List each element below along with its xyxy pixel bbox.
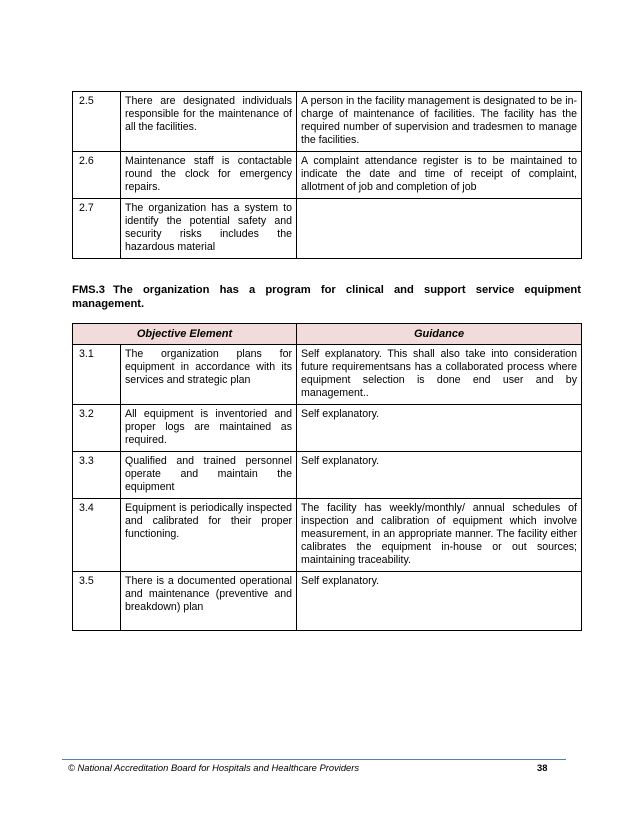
row-number: 2.7 bbox=[73, 199, 121, 259]
guidance-cell: A person in the facility management is designated to be in-charge of maintenance of facilities. The facility has the required number of supervision and tradesmen to manage the facilities. bbox=[297, 92, 582, 152]
table-row bbox=[73, 452, 582, 499]
objective-element-cell: The organization has a system to identify the potential safety and security risks includes the hazardous material bbox=[121, 199, 297, 259]
row-number: 2.6 bbox=[73, 152, 121, 199]
standards-table-fms2 bbox=[72, 91, 582, 259]
guidance-cell bbox=[297, 199, 582, 259]
objective-element-cell: Equipment is periodically inspected and calibrated for their proper functioning. bbox=[121, 499, 297, 572]
table-row bbox=[73, 499, 582, 572]
table-row bbox=[73, 92, 582, 152]
table-row bbox=[73, 572, 582, 631]
guidance-header: Guidance bbox=[297, 324, 582, 345]
guidance-cell: Self explanatory. This shall also take into consideration future requirementsans has a collaborated process where equipment selection is done end user and by management.. bbox=[297, 345, 582, 405]
row-number: 2.5 bbox=[73, 92, 121, 152]
table-header-row bbox=[73, 324, 582, 345]
section-heading bbox=[72, 283, 581, 311]
standards-table-fms3 bbox=[72, 323, 582, 631]
footer-divider bbox=[62, 759, 566, 760]
objective-element-cell: Maintenance staff is contactable round the clock for emergency repairs. bbox=[121, 152, 297, 199]
table-row bbox=[73, 199, 582, 259]
guidance-cell: Self explanatory. bbox=[297, 572, 582, 631]
row-number: 3.1 bbox=[73, 345, 121, 405]
objective-element-cell: There are designated individuals responsible for the maintenance of all the facilities. bbox=[121, 92, 297, 152]
objective-element-cell: The organization plans for equipment in accordance with its services and strategic plan bbox=[121, 345, 297, 405]
guidance-cell: A complaint attendance register is to be maintained to indicate the date and time of receipt of complaint, allotment of job and completion of job bbox=[297, 152, 582, 199]
guidance-cell: Self explanatory. bbox=[297, 405, 582, 452]
table-row bbox=[73, 405, 582, 452]
objective-element-cell: There is a documented operational and maintenance (preventive and breakdown) plan bbox=[121, 572, 297, 631]
table-row bbox=[73, 345, 582, 405]
row-number: 3.2 bbox=[73, 405, 121, 452]
objective-element-cell: Qualified and trained personnel operate and maintain the equipment bbox=[121, 452, 297, 499]
table-row bbox=[73, 152, 582, 199]
section-title: The organization has a program for clinical and support service equipment management. bbox=[72, 284, 581, 310]
objective-element-header: Objective Element bbox=[73, 324, 297, 345]
guidance-cell: Self explanatory. bbox=[297, 452, 582, 499]
objective-element-cell: All equipment is inventoried and proper logs are maintained as required. bbox=[121, 405, 297, 452]
footer-copyright: © National Accreditation Board for Hospitals and Healthcare Providers bbox=[68, 762, 360, 773]
page-number: 38 bbox=[537, 762, 548, 773]
row-number: 3.3 bbox=[73, 452, 121, 499]
guidance-cell: The facility has weekly/monthly/ annual schedules of inspection and calibration of equipment which involve measurement, in an appropriate manner. The facility either calibrates the equipment in-house or out sources; maintaining traceability. bbox=[297, 499, 582, 572]
row-number: 3.5 bbox=[73, 572, 121, 631]
row-number: 3.4 bbox=[73, 499, 121, 572]
section-code: FMS.3 bbox=[72, 284, 105, 296]
